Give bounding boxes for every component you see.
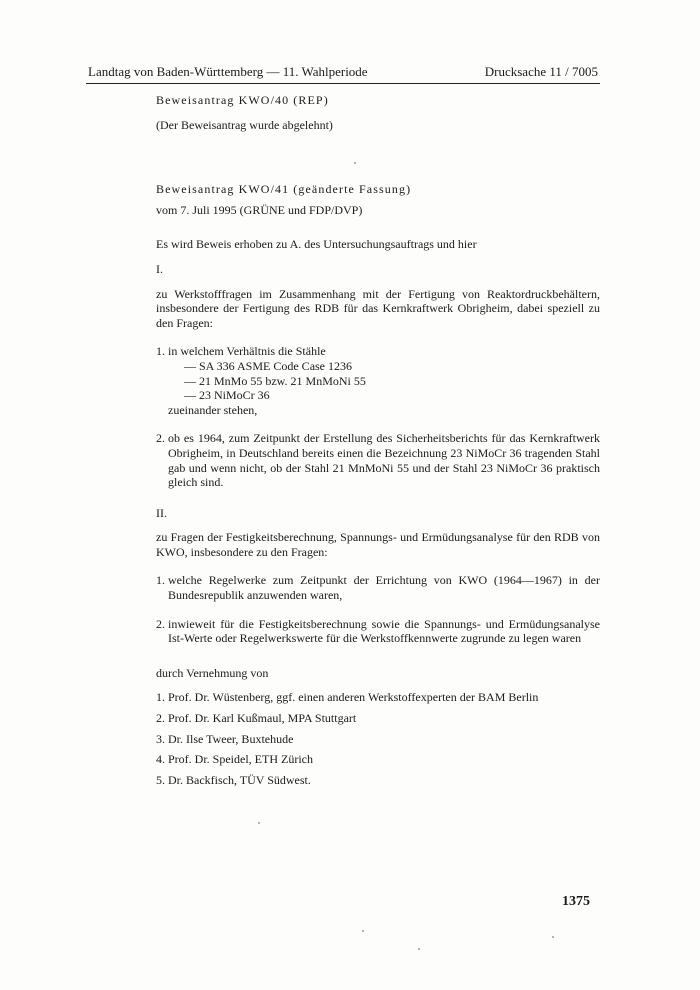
part2-numeral: II.: [156, 505, 167, 520]
list-number: 3.: [156, 731, 165, 746]
part1-question-2: [156, 431, 600, 489]
question-lead: in welchem Verhältnis die Stähle: [168, 344, 326, 359]
part1-numeral: I.: [156, 261, 163, 276]
part1-question-1: [156, 344, 600, 417]
scan-speck: [258, 822, 260, 824]
witness-name: Dr. Backfisch, TÜV Südwest.: [168, 772, 311, 787]
part2-question-2: [156, 617, 600, 646]
list-number: 2.: [156, 711, 165, 726]
witness-item: [156, 732, 600, 747]
witness-item: [156, 711, 600, 726]
header-rule: [86, 83, 600, 84]
antrag41-title: Beweisantrag KWO/41 (geänderte Fassung): [156, 182, 412, 197]
witness-name: Dr. Ilse Tweer, Buxtehude: [168, 731, 294, 746]
scan-speck: [418, 948, 420, 950]
scan-speck: [354, 162, 356, 164]
part2-text: zu Fragen der Festigkeitsberechnung, Spannungs- und Ermüdungsanalyse für den RDB von KWO, insbesondere zu den Fragen:: [156, 530, 600, 559]
scan-speck: [552, 936, 554, 938]
document-body: [156, 93, 600, 787]
question-text: ob es 1964, zum Zeitpunkt der Erstellung des Sicherheitsberichts für das Kernkraftwerk Obrigheim, in Deutschland bereits einen die Bezeichnung 23 NiMoCr 36 tragenden Stahl gab und wenn nicht, ob der Stahl 21 MnMoNi 55 und der Stahl 23 NiMoCr 36 praktisch gleich sind.: [168, 431, 600, 490]
list-number: 2.: [156, 616, 165, 631]
witness-name: Prof. Dr. Speidel, ETH Zürich: [168, 752, 313, 767]
steel-item: — 21 MnMo 55 bzw. 21 MnMoNi 55: [184, 373, 366, 388]
header-drucksache: Drucksache 11 / 7005: [484, 64, 598, 79]
scan-speck: [362, 930, 364, 932]
running-header: [88, 64, 598, 80]
page-number: 1375: [562, 894, 590, 909]
steel-item: — SA 336 ASME Code Case 1236: [184, 358, 353, 373]
list-number: 5.: [156, 772, 165, 787]
witness-item: [156, 752, 600, 767]
witness-name: Prof. Dr. Wüstenberg, ggf. einen anderen Werkstoffexperten der BAM Berlin: [168, 690, 539, 705]
vernehmung-lead: durch Vernehmung von: [156, 665, 269, 680]
header-parliament: Landtag von Baden-Württemberg — 11. Wahlperiode: [88, 64, 368, 79]
witness-name: Prof. Dr. Karl Kußmaul, MPA Stuttgart: [168, 711, 357, 726]
antrag40-note: (Der Beweisantrag wurde abgelehnt): [156, 117, 333, 132]
list-number: 1.: [156, 690, 165, 705]
part1-text: zu Werkstofffragen im Zusammenhang mit der Fertigung von Reaktordruckbehältern, insbesondere der Fertigung des RDB für das Kernkraftwerk Obrigheim, dabei speziell zu den Fragen:: [156, 286, 600, 330]
list-number: 4.: [156, 752, 165, 767]
list-number: 1.: [156, 573, 165, 588]
witness-item: [156, 773, 600, 788]
list-number: 2.: [156, 431, 165, 446]
part2-question-1: [156, 573, 600, 602]
question-text: welche Regelwerke zum Zeitpunkt der Errichtung von KWO (1964—1967) in der Bundesrepublik anzuwenden waren,: [168, 573, 600, 603]
steel-item: — 23 NiMoCr 36: [184, 388, 270, 403]
list-number: 1.: [156, 344, 165, 359]
antrag40-title: Beweisantrag KWO/40 (REP): [156, 93, 329, 107]
antrag41-intro: Es wird Beweis erhoben zu A. des Untersuchungsauftrags und hier: [156, 237, 477, 252]
question-tail: zueinander stehen,: [168, 402, 258, 417]
question-text: inwieweit für die Festigkeitsberechnung sowie die Spannungs- und Ermüdungsanalyse Ist-Werte oder Regelwerkswerte für die Werkstoffkennwerte zugrunde zu legen waren: [168, 616, 600, 646]
antrag41-date: vom 7. Juli 1995 (GRÜNE und FDP/DVP): [156, 202, 363, 217]
witness-item: [156, 690, 600, 705]
